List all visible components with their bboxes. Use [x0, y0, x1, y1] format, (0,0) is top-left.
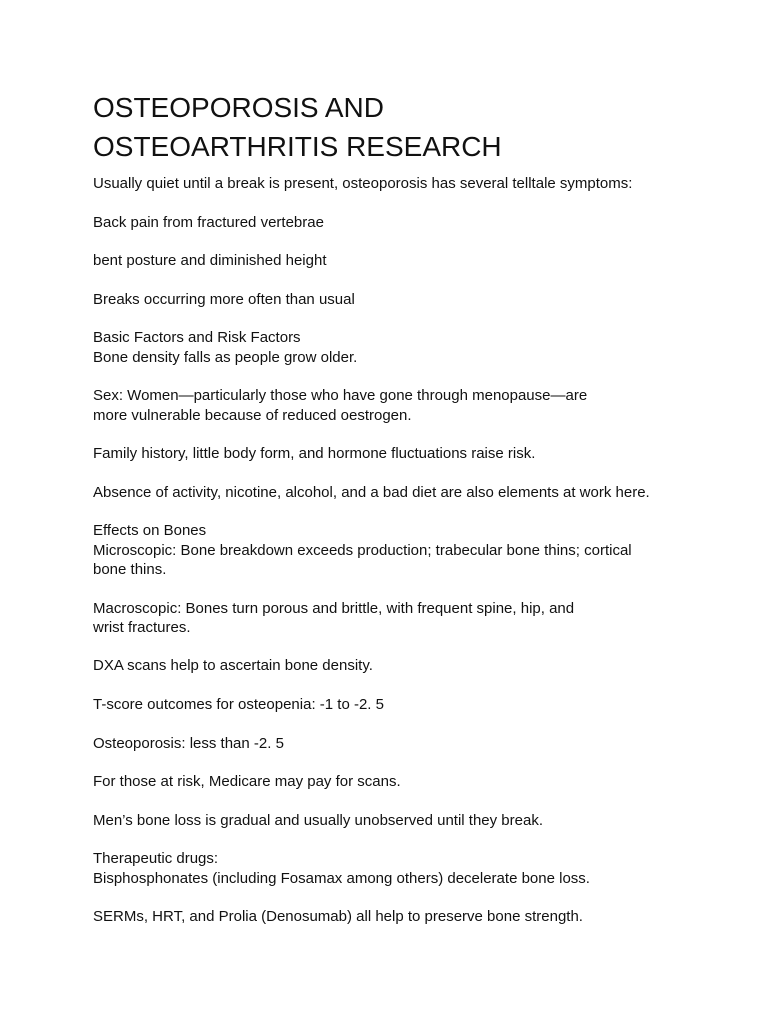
paragraph-tscore-osteopenia: T-score outcomes for osteopenia: -1 to -2. 5	[93, 696, 384, 714]
paragraph-men-bone-loss: Men’s bone loss is gradual and usually unobserved until they break.	[93, 811, 543, 829]
paragraph-risk-lifestyle: Absence of activity, nicotine, alcohol, and a bad diet are also elements at work here.	[93, 483, 650, 501]
paragraph-symptom-posture: bent posture and diminished height	[93, 252, 327, 270]
paragraph-risk-factors-age: Basic Factors and Risk Factors Bone density falls as people grow older.	[93, 329, 358, 366]
paragraph-symptom-back-pain: Back pain from fractured vertebrae	[93, 213, 324, 231]
title-line-2: OSTEOARTHRITIS RESEARCH	[93, 131, 502, 162]
document-page	[93, 88, 693, 946]
document-body	[93, 174, 693, 927]
paragraph-serms: SERMs, HRT, and Prolia (Denosumab) all help to preserve bone strength.	[93, 908, 583, 926]
paragraph-effects-microscopic: Effects on Bones Microscopic: Bone breakdown exceeds production; trabecular bone thins; cortical bone thins.	[93, 522, 632, 578]
title-line-1: OSTEOPOROSIS AND	[93, 92, 384, 123]
paragraph-effects-macroscopic: Macroscopic: Bones turn porous and brittle, with frequent spine, hip, and wrist fractures.	[93, 599, 575, 636]
paragraph-risk-sex: Sex: Women—particularly those who have gone through menopause—are more vulnerable because of reduced oestrogen.	[93, 387, 588, 424]
paragraph-intro: Usually quiet until a break is present, osteoporosis has several telltale symptoms:	[93, 175, 633, 192]
paragraph-tscore-osteoporosis: Osteoporosis: less than -2. 5	[93, 734, 284, 752]
paragraph-symptom-breaks: Breaks occurring more often than usual	[93, 290, 355, 308]
paragraph-dxa: DXA scans help to ascertain bone density.	[93, 657, 373, 675]
paragraph-medicare: For those at risk, Medicare may pay for scans.	[93, 773, 401, 791]
paragraph-risk-family: Family history, little body form, and hormone fluctuations raise risk.	[93, 445, 536, 463]
paragraph-therapeutic-drugs: Therapeutic drugs: Bisphosphonates (including Fosamax among others) decelerate bone loss.	[93, 850, 590, 887]
document-title	[93, 88, 693, 166]
